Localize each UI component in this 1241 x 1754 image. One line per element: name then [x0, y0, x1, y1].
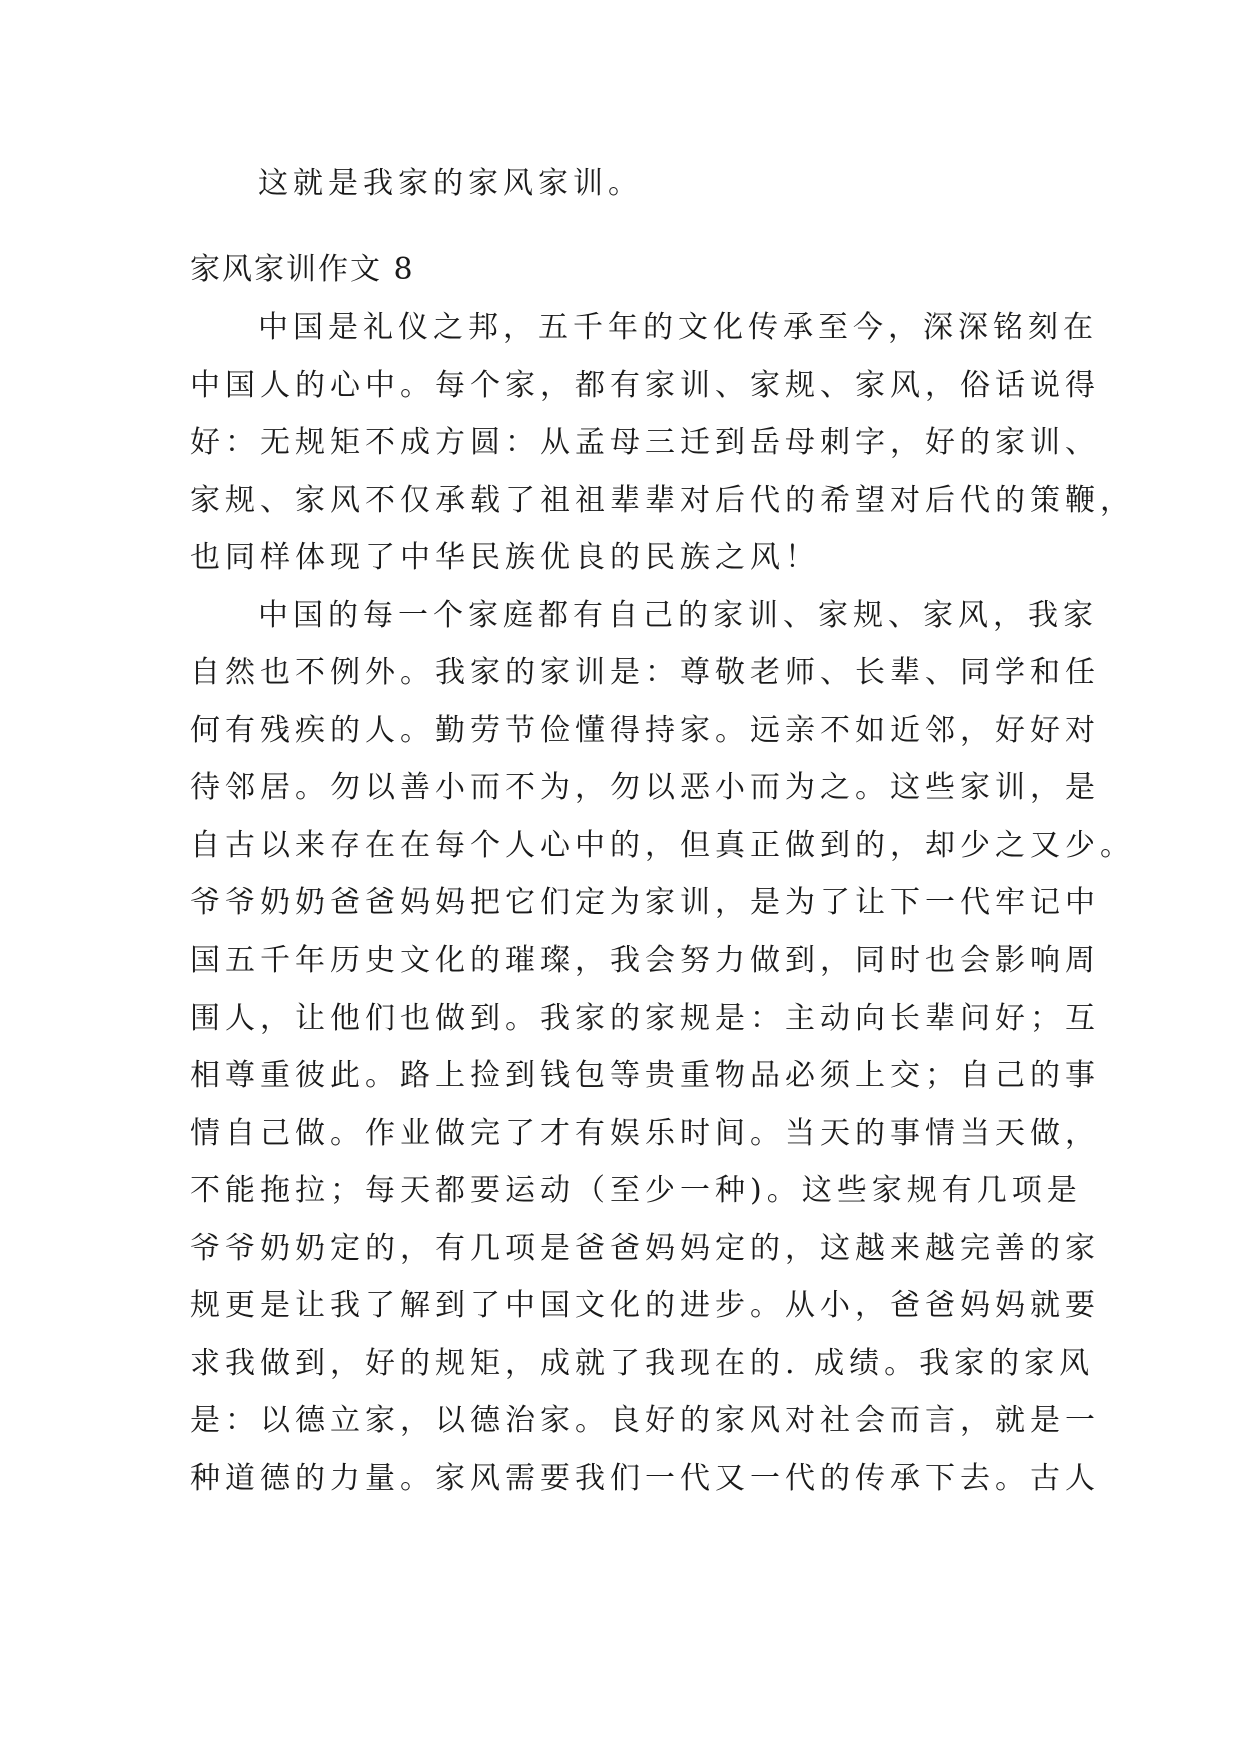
- paragraph-line: 不能拖拉；每天都要运动（至少一种)。这些家规有几项是: [190, 1173, 1082, 1208]
- paragraph-line: 国五千年历史文化的璀璨，我会努力做到，同时也会影响周: [190, 943, 1100, 978]
- paragraph-line: 围人，让他们也做到。我家的家规是：主动向长辈问好；互: [190, 1001, 1100, 1036]
- paragraph-line: 爷爷奶奶定的，有几项是爸爸妈妈定的，这越来越完善的家: [190, 1231, 1100, 1266]
- paragraph-line: 自然也不例外。我家的家训是：尊敬老师、长辈、同学和任: [190, 655, 1100, 690]
- paragraph-line: 规更是让我了解到了中国文化的进步。从小，爸爸妈妈就要: [190, 1288, 1100, 1323]
- paragraph-line: 中国人的心中。每个家，都有家训、家规、家风，俗话说得: [190, 368, 1100, 403]
- paragraph-line: 中国的每一个家庭都有自己的家训、家规、家风，我家: [258, 598, 1098, 633]
- paragraph-line: 是：以德立家，以德治家。良好的家风对社会而言，就是一: [190, 1403, 1100, 1438]
- paragraph-line: 种道德的力量。家风需要我们一代又一代的传承下去。古人: [190, 1461, 1100, 1496]
- paragraph-line: 家规、家风不仅承载了祖祖辈辈对后代的希望对后代的策鞭，: [190, 483, 1135, 518]
- closing-line: 这就是我家的家风家训。: [258, 166, 643, 201]
- paragraph-line: 情自己做。作业做完了才有娱乐时间。当天的事情当天做，: [190, 1116, 1100, 1151]
- paragraph-line: 好：无规矩不成方圆：从孟母三迁到岳母刺字，好的家训、: [190, 425, 1100, 460]
- paragraph-line: 中国是礼仪之邦，五千年的文化传承至今，深深铭刻在: [258, 310, 1098, 345]
- paragraph-line: 自古以来存在在每个人心中的，但真正做到的，却少之又少。: [190, 828, 1135, 863]
- paragraph-line: 何有残疾的人。勤劳节俭懂得持家。远亲不如近邻，好好对: [190, 713, 1100, 748]
- paragraph-line: 爷爷奶奶爸爸妈妈把它们定为家训，是为了让下一代牢记中: [190, 885, 1100, 920]
- paragraph-line: 待邻居。勿以善小而不为，勿以恶小而为之。这些家训，是: [190, 770, 1100, 805]
- paragraph-line: 相尊重彼此。路上捡到钱包等贵重物品必须上交；自己的事: [190, 1058, 1100, 1093]
- paragraph-line: 求我做到，好的规矩，成就了我现在的. 成绩。我家的家风: [190, 1346, 1095, 1381]
- paragraph-line: 也同样体现了中华民族优良的民族之风！: [190, 540, 820, 575]
- section-title: 家风家训作文 8: [190, 252, 415, 287]
